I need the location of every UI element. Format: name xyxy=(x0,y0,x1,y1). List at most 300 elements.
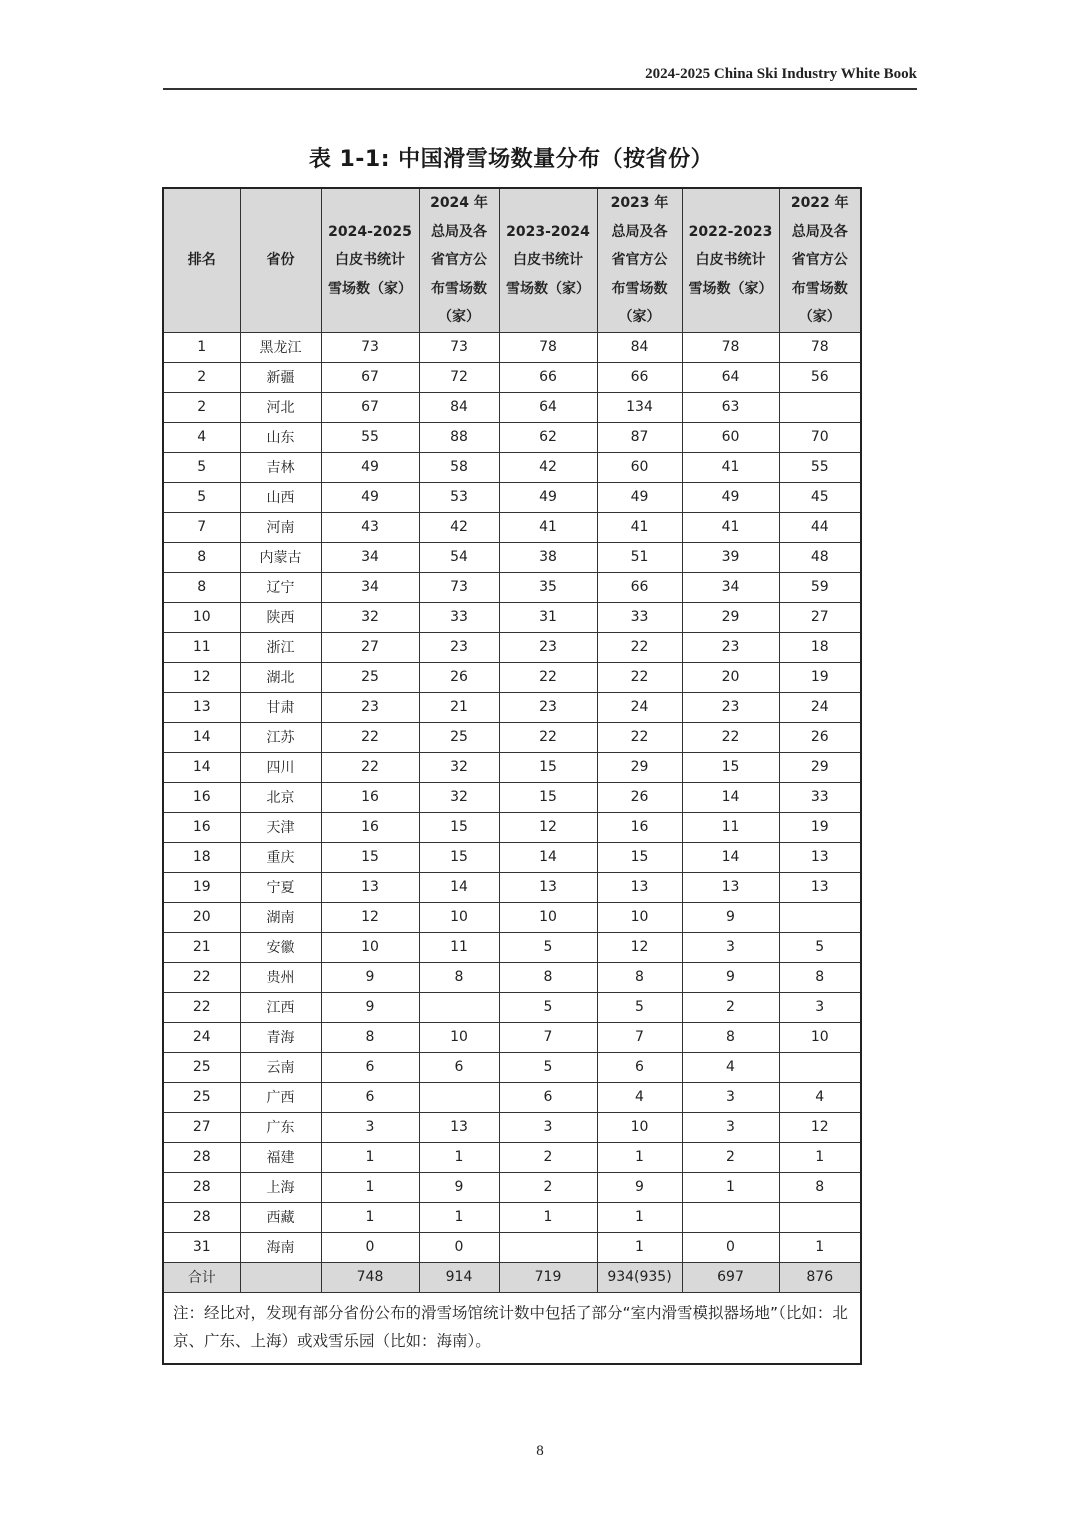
table-row xyxy=(163,452,861,482)
column-header-line: 排名 xyxy=(187,252,216,268)
count-cell: 60 xyxy=(597,452,682,482)
rank-cell: 7 xyxy=(163,512,240,542)
column-header-line: 雪场数（家） xyxy=(688,280,773,297)
count-cell: 22 xyxy=(682,722,779,752)
count-cell: 23 xyxy=(419,632,499,662)
rank-cell: 16 xyxy=(163,782,240,812)
count-cell: 35 xyxy=(499,572,597,602)
province-cell: 河北 xyxy=(240,392,321,422)
count-cell: 6 xyxy=(321,1052,419,1082)
count-cell: 6 xyxy=(321,1082,419,1112)
count-cell: 21 xyxy=(419,692,499,722)
count-cell: 25 xyxy=(321,662,419,692)
count-cell: 19 xyxy=(779,812,861,842)
count-cell: 49 xyxy=(597,482,682,512)
count-cell: 10 xyxy=(419,902,499,932)
column-header-line: 2022-2023 xyxy=(688,223,773,240)
count-cell xyxy=(499,1232,597,1262)
count-cell: 55 xyxy=(321,422,419,452)
column-header xyxy=(419,188,499,332)
count-cell: 38 xyxy=(499,542,597,572)
count-cell: 12 xyxy=(597,932,682,962)
count-cell: 13 xyxy=(321,872,419,902)
count-cell: 14 xyxy=(419,872,499,902)
table-row xyxy=(163,662,861,692)
column-header-line: （家） xyxy=(438,309,480,325)
count-cell: 13 xyxy=(779,872,861,902)
province-cell: 四川 xyxy=(240,752,321,782)
count-cell: 24 xyxy=(779,692,861,722)
province-cell: 湖南 xyxy=(240,902,321,932)
count-cell: 73 xyxy=(419,572,499,602)
count-cell: 10 xyxy=(597,1112,682,1142)
province-cell: 宁夏 xyxy=(240,872,321,902)
province-cell: 湖北 xyxy=(240,662,321,692)
count-cell: 9 xyxy=(321,962,419,992)
rank-cell: 5 xyxy=(163,452,240,482)
count-cell: 3 xyxy=(682,932,779,962)
count-cell: 134 xyxy=(597,392,682,422)
total-cell: 748 xyxy=(321,1262,419,1292)
count-cell: 8 xyxy=(779,962,861,992)
count-cell: 42 xyxy=(419,512,499,542)
province-cell: 安徽 xyxy=(240,932,321,962)
count-cell: 10 xyxy=(779,1022,861,1052)
column-header-line: 2023-2024 xyxy=(506,223,590,240)
table-row xyxy=(163,482,861,512)
count-cell xyxy=(779,902,861,932)
count-cell xyxy=(419,1082,499,1112)
column-header xyxy=(682,188,779,332)
column-header-line: （家） xyxy=(798,309,841,325)
column-header-line: 雪场数（家） xyxy=(506,280,590,297)
rank-cell: 13 xyxy=(163,692,240,722)
count-cell: 26 xyxy=(597,782,682,812)
count-cell: 51 xyxy=(597,542,682,572)
table-row xyxy=(163,512,861,542)
count-cell: 5 xyxy=(499,992,597,1022)
province-cell: 广西 xyxy=(240,1082,321,1112)
rank-cell: 12 xyxy=(163,662,240,692)
column-header-line: 2024 年 xyxy=(430,195,488,211)
count-cell: 43 xyxy=(321,512,419,542)
count-cell: 9 xyxy=(597,1172,682,1202)
count-cell: 27 xyxy=(779,602,861,632)
count-cell: 13 xyxy=(597,872,682,902)
column-header-line: （家） xyxy=(618,309,661,325)
count-cell: 1 xyxy=(682,1172,779,1202)
count-cell: 8 xyxy=(499,962,597,992)
count-cell: 29 xyxy=(597,752,682,782)
count-cell: 3 xyxy=(682,1082,779,1112)
count-cell: 41 xyxy=(682,512,779,542)
total-cell xyxy=(240,1262,321,1292)
rank-cell: 11 xyxy=(163,632,240,662)
count-cell: 49 xyxy=(321,452,419,482)
count-cell: 32 xyxy=(419,782,499,812)
count-cell: 1 xyxy=(779,1142,861,1172)
table-row xyxy=(163,842,861,872)
count-cell xyxy=(682,1202,779,1232)
count-cell: 88 xyxy=(419,422,499,452)
count-cell: 78 xyxy=(779,332,861,362)
count-cell: 2 xyxy=(499,1172,597,1202)
count-cell: 12 xyxy=(779,1112,861,1142)
rank-cell: 5 xyxy=(163,482,240,512)
count-cell: 16 xyxy=(321,812,419,842)
table-row xyxy=(163,572,861,602)
province-cell: 海南 xyxy=(240,1232,321,1262)
count-cell: 9 xyxy=(682,962,779,992)
note-row xyxy=(163,1292,861,1364)
count-cell: 1 xyxy=(419,1202,499,1232)
count-cell: 23 xyxy=(321,692,419,722)
rank-cell: 25 xyxy=(163,1052,240,1082)
count-cell: 1 xyxy=(779,1232,861,1262)
rank-cell: 18 xyxy=(163,842,240,872)
column-header-line: 白皮书统计 xyxy=(695,252,766,268)
count-cell: 19 xyxy=(779,662,861,692)
column-header-line: 布雪场数 xyxy=(791,280,848,297)
count-cell: 62 xyxy=(499,422,597,452)
count-cell: 0 xyxy=(419,1232,499,1262)
count-cell: 22 xyxy=(499,662,597,692)
count-cell: 23 xyxy=(682,692,779,722)
count-cell: 7 xyxy=(499,1022,597,1052)
total-cell: 719 xyxy=(499,1262,597,1292)
count-cell: 84 xyxy=(419,392,499,422)
table-footer xyxy=(163,1262,861,1364)
count-cell: 16 xyxy=(321,782,419,812)
count-cell: 41 xyxy=(682,452,779,482)
rank-cell: 28 xyxy=(163,1202,240,1232)
rank-cell: 14 xyxy=(163,752,240,782)
table-row xyxy=(163,962,861,992)
column-header-line: 布雪场数 xyxy=(431,280,487,297)
count-cell: 33 xyxy=(779,782,861,812)
count-cell: 29 xyxy=(682,602,779,632)
count-cell: 1 xyxy=(499,1202,597,1232)
province-cell: 陕西 xyxy=(240,602,321,632)
table-note: 注：经比对，发现有部分省份公布的滑雪场馆统计数中包括了部分“室内滑雪模拟器场地”（比如：北京、广东、上海）或戏雪乐园（比如：海南）。 xyxy=(163,1292,861,1364)
column-header-line: 2024-2025 xyxy=(328,223,412,240)
count-cell: 10 xyxy=(499,902,597,932)
count-cell: 12 xyxy=(321,902,419,932)
count-cell: 42 xyxy=(499,452,597,482)
column-header xyxy=(240,188,321,332)
count-cell: 15 xyxy=(499,752,597,782)
count-cell: 22 xyxy=(597,632,682,662)
count-cell: 66 xyxy=(597,362,682,392)
province-cell: 上海 xyxy=(240,1172,321,1202)
count-cell: 41 xyxy=(499,512,597,542)
ski-resort-table xyxy=(162,187,862,1365)
count-cell: 1 xyxy=(597,1232,682,1262)
count-cell: 1 xyxy=(321,1172,419,1202)
count-cell: 33 xyxy=(597,602,682,632)
count-cell: 32 xyxy=(419,752,499,782)
count-cell: 3 xyxy=(321,1112,419,1142)
count-cell: 15 xyxy=(419,842,499,872)
count-cell: 1 xyxy=(597,1202,682,1232)
province-cell: 云南 xyxy=(240,1052,321,1082)
count-cell: 27 xyxy=(321,632,419,662)
count-cell: 13 xyxy=(499,872,597,902)
count-cell: 23 xyxy=(499,632,597,662)
count-cell: 24 xyxy=(597,692,682,722)
table-row xyxy=(163,992,861,1022)
column-header-line: 布雪场数 xyxy=(611,280,668,297)
table-title: 表 1-1: 中国滑雪场数量分布（按省份） xyxy=(308,147,714,172)
province-cell: 江苏 xyxy=(240,722,321,752)
column-header xyxy=(499,188,597,332)
table-body xyxy=(163,332,861,1262)
column-header-line: 省官方公 xyxy=(611,252,668,268)
count-cell: 73 xyxy=(321,332,419,362)
table-row xyxy=(163,722,861,752)
province-cell: 吉林 xyxy=(240,452,321,482)
count-cell: 6 xyxy=(499,1082,597,1112)
table-header-row xyxy=(163,188,861,332)
count-cell: 49 xyxy=(682,482,779,512)
count-cell: 39 xyxy=(682,542,779,572)
rank-cell: 2 xyxy=(163,362,240,392)
count-cell: 70 xyxy=(779,422,861,452)
rank-cell: 10 xyxy=(163,602,240,632)
count-cell: 16 xyxy=(597,812,682,842)
count-cell: 32 xyxy=(321,602,419,632)
count-cell: 14 xyxy=(499,842,597,872)
count-cell: 25 xyxy=(419,722,499,752)
count-cell: 5 xyxy=(597,992,682,1022)
count-cell: 0 xyxy=(321,1232,419,1262)
count-cell: 18 xyxy=(779,632,861,662)
count-cell: 15 xyxy=(419,812,499,842)
column-header-line: 总局及各 xyxy=(431,223,487,240)
count-cell: 64 xyxy=(499,392,597,422)
province-cell: 山西 xyxy=(240,482,321,512)
province-cell: 北京 xyxy=(240,782,321,812)
column-header-line: 省官方公 xyxy=(431,252,487,268)
count-cell: 15 xyxy=(499,782,597,812)
count-cell xyxy=(779,1052,861,1082)
count-cell: 3 xyxy=(682,1112,779,1142)
rank-cell: 19 xyxy=(163,872,240,902)
count-cell: 56 xyxy=(779,362,861,392)
table-row xyxy=(163,1232,861,1262)
table-row xyxy=(163,1172,861,1202)
count-cell: 60 xyxy=(682,422,779,452)
running-header xyxy=(163,64,917,90)
count-cell: 22 xyxy=(597,722,682,752)
count-cell: 34 xyxy=(321,572,419,602)
count-cell xyxy=(779,1202,861,1232)
count-cell: 53 xyxy=(419,482,499,512)
province-cell: 江西 xyxy=(240,992,321,1022)
count-cell: 13 xyxy=(682,872,779,902)
count-cell: 2 xyxy=(682,1142,779,1172)
column-header-line: 总局及各 xyxy=(611,223,668,240)
total-cell: 697 xyxy=(682,1262,779,1292)
table-row xyxy=(163,902,861,932)
column-header-line: 雪场数（家） xyxy=(328,280,412,297)
count-cell: 44 xyxy=(779,512,861,542)
table-row xyxy=(163,542,861,572)
table-row xyxy=(163,362,861,392)
count-cell: 78 xyxy=(499,332,597,362)
province-cell: 新疆 xyxy=(240,362,321,392)
rank-cell: 4 xyxy=(163,422,240,452)
column-header-line: 省官方公 xyxy=(791,252,848,268)
column-header xyxy=(779,188,861,332)
count-cell: 45 xyxy=(779,482,861,512)
count-cell: 4 xyxy=(682,1052,779,1082)
table-row xyxy=(163,1202,861,1232)
count-cell: 0 xyxy=(682,1232,779,1262)
table-row xyxy=(163,872,861,902)
count-cell: 14 xyxy=(682,842,779,872)
column-header xyxy=(321,188,419,332)
count-cell: 22 xyxy=(321,752,419,782)
count-cell: 5 xyxy=(779,932,861,962)
count-cell: 6 xyxy=(419,1052,499,1082)
rank-cell: 20 xyxy=(163,902,240,932)
count-cell: 10 xyxy=(419,1022,499,1052)
count-cell: 2 xyxy=(682,992,779,1022)
province-cell: 天津 xyxy=(240,812,321,842)
count-cell: 4 xyxy=(779,1082,861,1112)
province-cell: 河南 xyxy=(240,512,321,542)
table-row xyxy=(163,932,861,962)
count-cell: 26 xyxy=(779,722,861,752)
rank-cell: 24 xyxy=(163,1022,240,1052)
count-cell: 49 xyxy=(499,482,597,512)
count-cell: 73 xyxy=(419,332,499,362)
table-row xyxy=(163,602,861,632)
column-header xyxy=(597,188,682,332)
count-cell: 5 xyxy=(499,932,597,962)
column-header-line: 白皮书统计 xyxy=(335,252,405,268)
count-cell: 1 xyxy=(321,1202,419,1232)
count-cell: 59 xyxy=(779,572,861,602)
rank-cell: 21 xyxy=(163,932,240,962)
count-cell: 33 xyxy=(419,602,499,632)
table-row xyxy=(163,1022,861,1052)
rank-cell: 28 xyxy=(163,1142,240,1172)
column-header-line: 2023 年 xyxy=(610,195,669,211)
count-cell: 9 xyxy=(419,1172,499,1202)
province-cell: 内蒙古 xyxy=(240,542,321,572)
rank-cell: 22 xyxy=(163,992,240,1022)
table-row xyxy=(163,422,861,452)
count-cell: 22 xyxy=(321,722,419,752)
count-cell: 66 xyxy=(597,572,682,602)
count-cell: 29 xyxy=(779,752,861,782)
total-cell: 914 xyxy=(419,1262,499,1292)
count-cell xyxy=(779,392,861,422)
rank-cell: 28 xyxy=(163,1172,240,1202)
count-cell xyxy=(419,992,499,1022)
count-cell: 10 xyxy=(597,902,682,932)
count-cell: 49 xyxy=(321,482,419,512)
count-cell: 23 xyxy=(682,632,779,662)
rank-cell: 25 xyxy=(163,1082,240,1112)
count-cell: 22 xyxy=(499,722,597,752)
count-cell: 23 xyxy=(499,692,597,722)
rank-cell: 16 xyxy=(163,812,240,842)
rank-cell: 14 xyxy=(163,722,240,752)
count-cell: 8 xyxy=(321,1022,419,1052)
count-cell: 58 xyxy=(419,452,499,482)
count-cell: 54 xyxy=(419,542,499,572)
table-row xyxy=(163,782,861,812)
count-cell: 34 xyxy=(321,542,419,572)
rank-cell: 2 xyxy=(163,392,240,422)
running-header-title: 2024-2025 China Ski Industry White Book xyxy=(645,66,917,82)
rank-cell: 22 xyxy=(163,962,240,992)
count-cell: 9 xyxy=(321,992,419,1022)
total-row xyxy=(163,1262,861,1292)
count-cell: 12 xyxy=(499,812,597,842)
total-label: 合计 xyxy=(163,1262,240,1292)
count-cell: 8 xyxy=(682,1022,779,1052)
count-cell: 14 xyxy=(682,782,779,812)
province-cell: 贵州 xyxy=(240,962,321,992)
province-cell: 青海 xyxy=(240,1022,321,1052)
table-row xyxy=(163,332,861,362)
column-header xyxy=(163,188,240,332)
rank-cell: 27 xyxy=(163,1112,240,1142)
count-cell: 55 xyxy=(779,452,861,482)
count-cell: 8 xyxy=(779,1172,861,1202)
count-cell: 9 xyxy=(682,902,779,932)
count-cell: 6 xyxy=(597,1052,682,1082)
count-cell: 72 xyxy=(419,362,499,392)
count-cell: 1 xyxy=(321,1142,419,1172)
table-row xyxy=(163,752,861,782)
count-cell: 8 xyxy=(597,962,682,992)
count-cell: 1 xyxy=(419,1142,499,1172)
rank-cell: 1 xyxy=(163,332,240,362)
count-cell: 78 xyxy=(682,332,779,362)
count-cell: 3 xyxy=(499,1112,597,1142)
count-cell: 7 xyxy=(597,1022,682,1052)
province-cell: 甘肃 xyxy=(240,692,321,722)
count-cell: 34 xyxy=(682,572,779,602)
count-cell: 13 xyxy=(419,1112,499,1142)
province-cell: 广东 xyxy=(240,1112,321,1142)
province-cell: 辽宁 xyxy=(240,572,321,602)
count-cell: 63 xyxy=(682,392,779,422)
count-cell: 87 xyxy=(597,422,682,452)
province-cell: 西藏 xyxy=(240,1202,321,1232)
table-row xyxy=(163,1112,861,1142)
table-row xyxy=(163,812,861,842)
count-cell: 13 xyxy=(779,842,861,872)
count-cell: 1 xyxy=(597,1142,682,1172)
count-cell: 41 xyxy=(597,512,682,542)
count-cell: 8 xyxy=(419,962,499,992)
rank-cell: 8 xyxy=(163,572,240,602)
count-cell: 5 xyxy=(499,1052,597,1082)
count-cell: 2 xyxy=(499,1142,597,1172)
count-cell: 48 xyxy=(779,542,861,572)
count-cell: 11 xyxy=(682,812,779,842)
province-cell: 黑龙江 xyxy=(240,332,321,362)
total-cell: 934(935) xyxy=(597,1262,682,1292)
count-cell: 4 xyxy=(597,1082,682,1112)
count-cell: 26 xyxy=(419,662,499,692)
